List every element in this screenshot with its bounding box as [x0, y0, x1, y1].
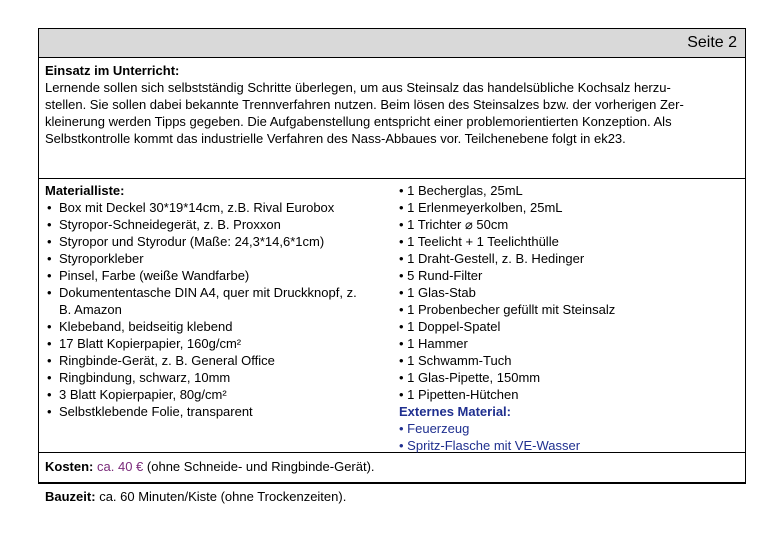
list-item: • 1 Hammer	[399, 336, 468, 351]
einsatz-line-4: Selbstkontrolle kommt das industrielle Verfahren des Nass-Abbaues vor. Teilchenebene folgt in ek23.	[45, 131, 626, 146]
list-item: • Box mit Deckel 30*19*14cm, z.B. Rival Eurobox	[45, 199, 385, 216]
list-item: • Pinsel, Farbe (weiße Wandfarbe)	[45, 267, 385, 284]
list-item: • 1 Becherglas, 25mL	[399, 183, 523, 198]
kosten-section	[39, 453, 745, 483]
list-item: • 1 Erlenmeyerkolben, 25mL	[399, 200, 563, 215]
materialliste-right-column	[399, 182, 739, 454]
list-item: • 1 Draht-Gestell, z. B. Hedinger	[399, 251, 585, 266]
info-table	[38, 28, 746, 504]
bauzeit-section	[39, 483, 745, 513]
list-item: • 1 Glas-Stab	[399, 285, 476, 300]
list-item: • 5 Rund-Filter	[399, 268, 483, 283]
kosten-label: Kosten:	[45, 459, 94, 474]
list-item: • Styropor-Schneidegerät, z. B. Proxxon	[45, 216, 385, 233]
extern-material-heading: Externes Material:	[399, 404, 511, 419]
einsatz-line-2: stellen. Sie sollen dabei bekannte Trennverfahren nutzen. Beim lösen des Steinsalzes bzw. der vorherigen Zer-	[45, 97, 684, 112]
page-header-bar	[39, 29, 745, 58]
extern-material-list	[399, 420, 739, 454]
bauzeit-label: Bauzeit:	[45, 489, 96, 504]
kosten-note: (ohne Schneide- und Ringbinde-Gerät).	[146, 459, 375, 474]
page-number: Seite 2	[687, 34, 737, 51]
materialliste-left-column	[45, 182, 385, 420]
bauzeit-text: ca. 60 Minuten/Kiste (ohne Trockenzeiten).	[99, 489, 347, 504]
list-item: • Ringbinde-Gerät, z. B. General Office	[45, 352, 385, 369]
materialliste-heading: Materialliste:	[45, 183, 125, 198]
material-list-left	[45, 199, 385, 420]
list-item: • 17 Blatt Kopierpapier, 160g/cm²	[45, 335, 385, 352]
list-item: • Ringbindung, schwarz, 10mm	[45, 369, 385, 386]
list-item: • Selbstklebende Folie, transparent	[45, 403, 385, 420]
einsatz-heading: Einsatz im Unterricht:	[45, 63, 180, 78]
list-item: • Styropor und Styrodur (Maße: 24,3*14,6*1cm)	[45, 233, 385, 250]
list-item: • Spritz-Flasche mit VE-Wasser	[399, 438, 581, 453]
list-item: • 1 Pipetten-Hütchen	[399, 387, 519, 402]
materialliste-section	[39, 179, 745, 453]
list-item: • 1 Doppel-Spatel	[399, 319, 501, 334]
list-item: • 3 Blatt Kopierpapier, 80g/cm²	[45, 386, 385, 403]
list-item: • 1 Glas-Pipette, 150mm	[399, 370, 541, 385]
list-item: • Klebeband, beidseitig klebend	[45, 318, 385, 335]
list-item: • 1 Schwamm-Tuch	[399, 353, 512, 368]
list-item: • Feuerzeug	[399, 421, 470, 436]
list-item: • 1 Trichter ⌀ 50cm	[399, 217, 509, 232]
kosten-value: ca. 40 €	[97, 459, 144, 474]
list-item: • 1 Probenbecher gefüllt mit Steinsalz	[399, 302, 616, 317]
material-list-right	[399, 182, 739, 403]
list-item: • Styroporkleber	[45, 250, 385, 267]
einsatz-line-1: Lernende sollen sich selbstständig Schritte überlegen, um aus Steinsalz das handelsübliche Kochsalz herzu-	[45, 80, 671, 95]
list-item: • Dokumententasche DIN A4, quer mit Druckknopf, z. B. Amazon	[45, 284, 385, 318]
einsatz-line-3: kleinerung werden Tipps gegeben. Die Aufgabenstellung entspricht einer problemorientierten Konzeption. Als	[45, 114, 672, 129]
einsatz-section	[39, 58, 745, 179]
list-item: • 1 Teelicht + 1 Teelichthülle	[399, 234, 559, 249]
